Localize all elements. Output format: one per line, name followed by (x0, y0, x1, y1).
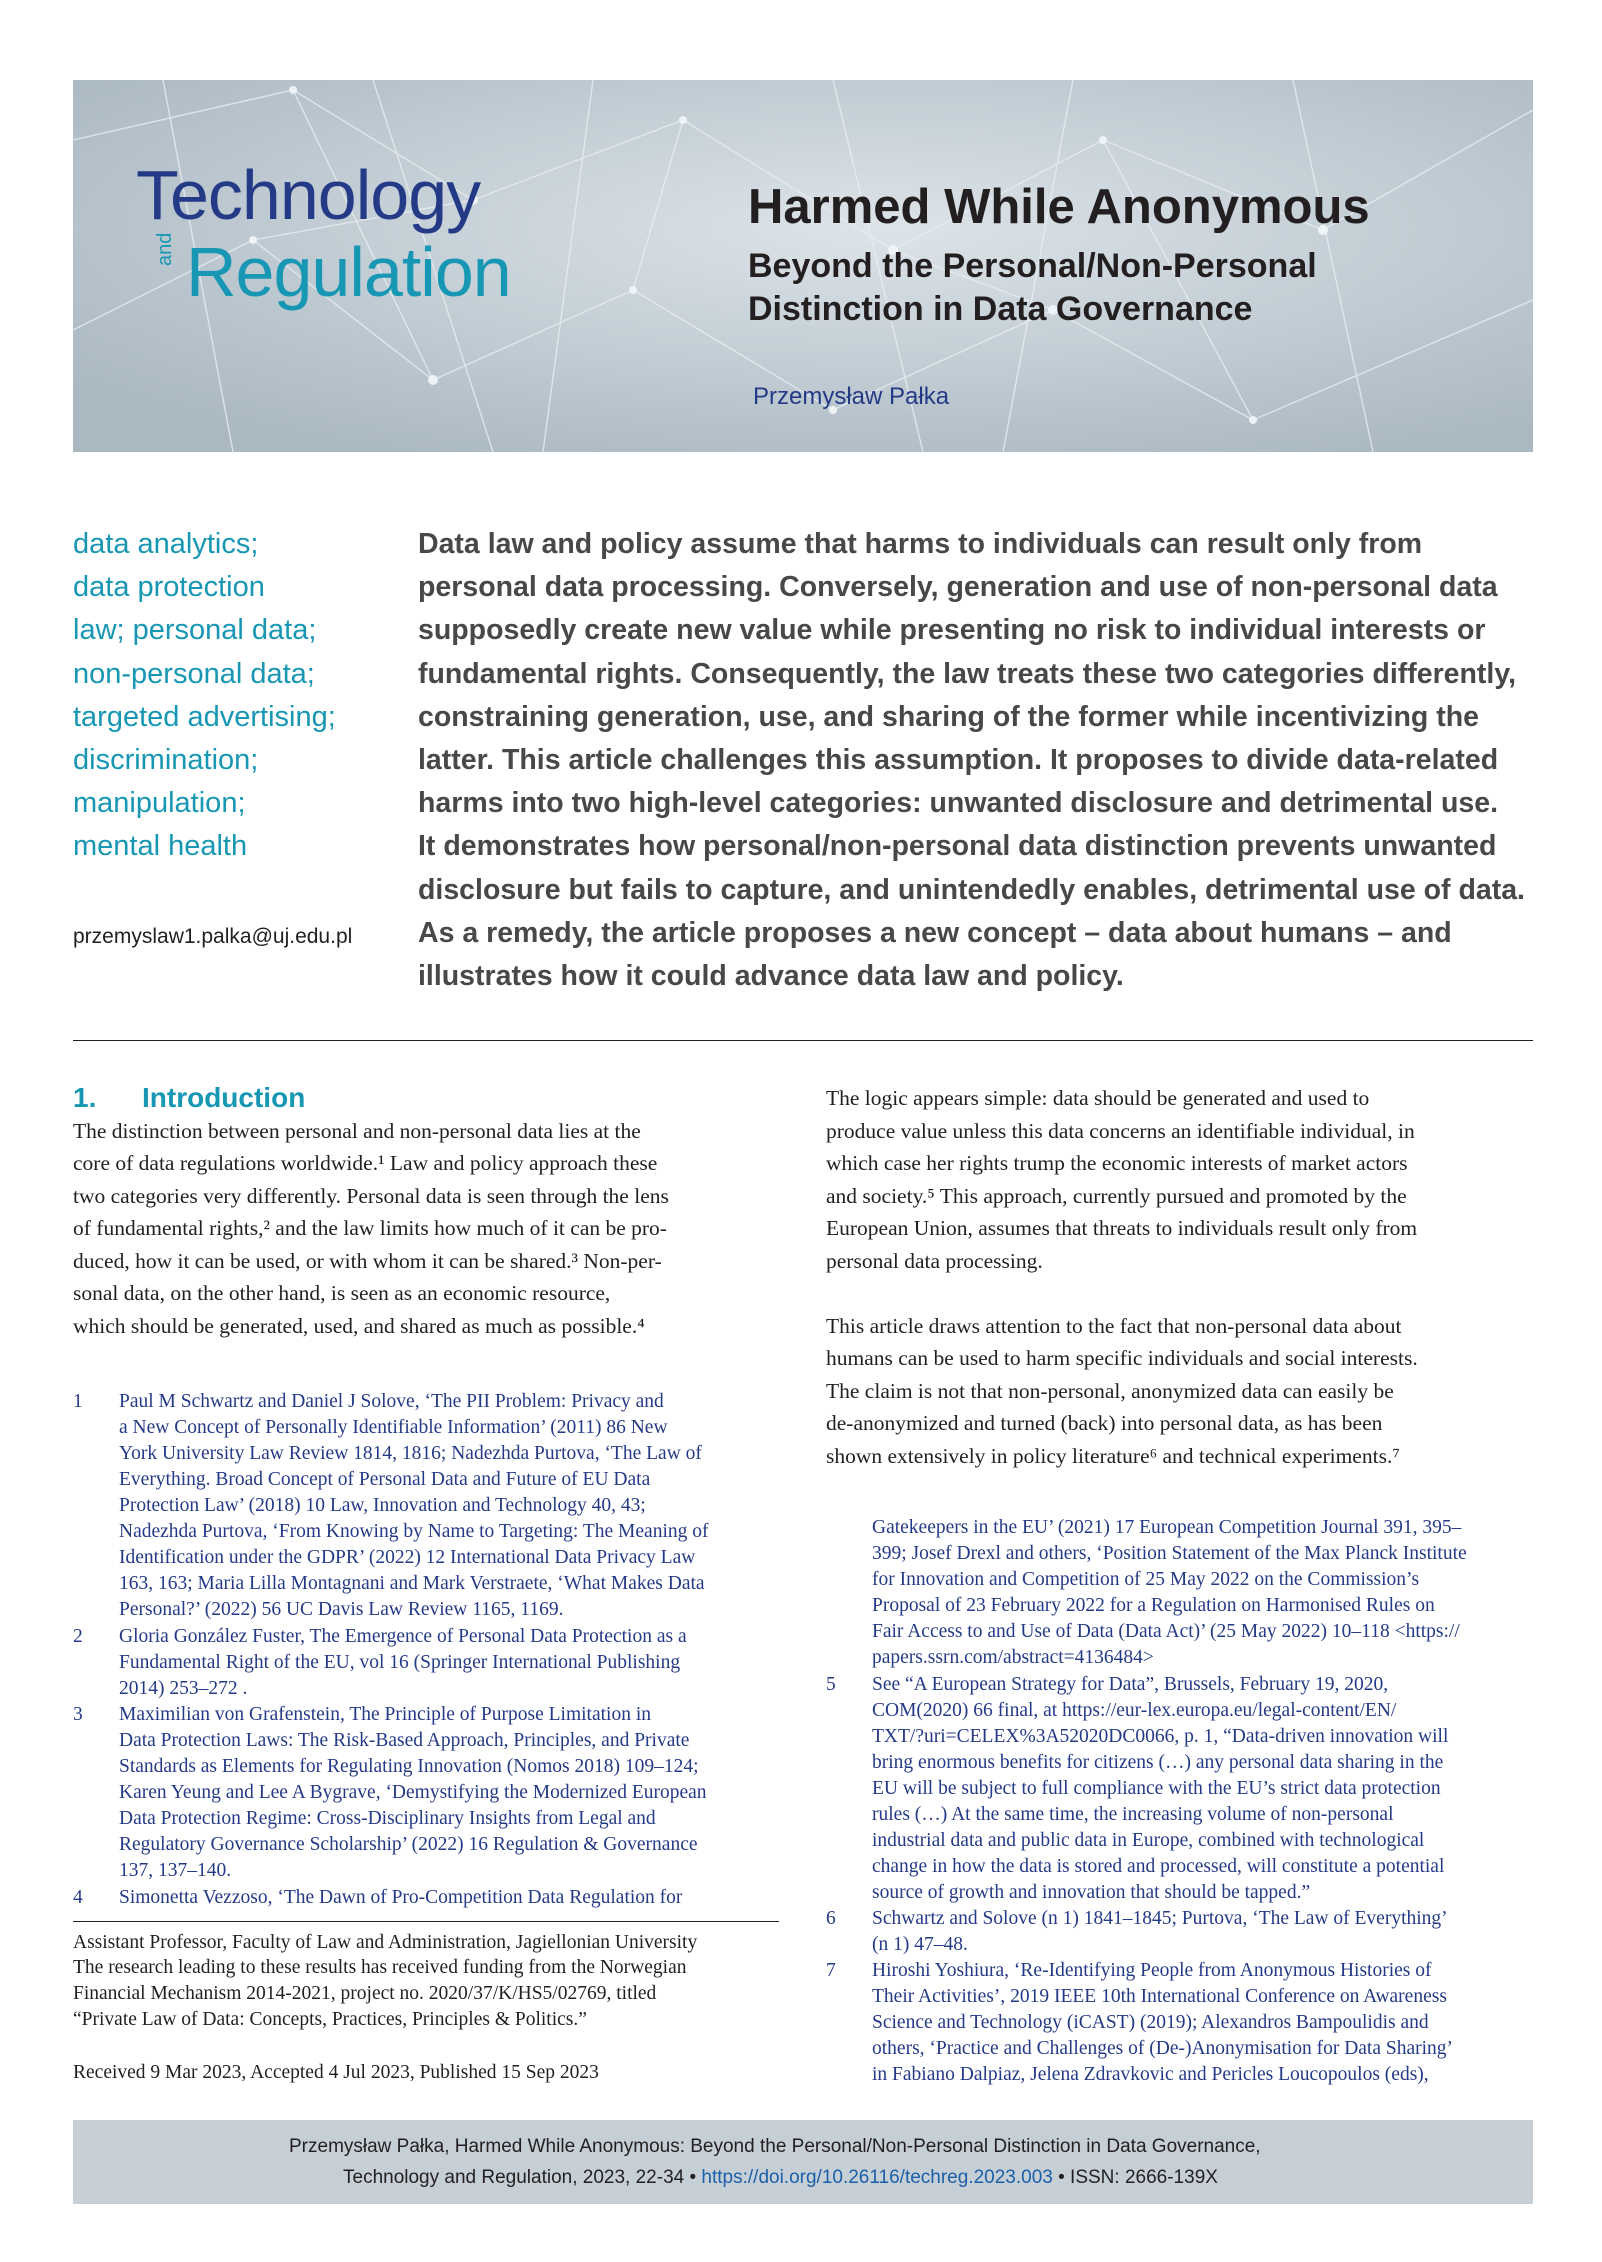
abstract-line: latter. This article challenges this assumption. It proposes to divide data-related (418, 744, 1499, 776)
footnote-line: Identification under the GDPR’ (2022) 12 International Data Privacy Law (119, 1547, 696, 1568)
body-text-line: de-anonymized and turned (back) into personal data, as has been (826, 1411, 1383, 1435)
footnote-number: 2 (73, 1626, 83, 1647)
journal-logo-and: and (154, 232, 176, 266)
affiliation-line: The research leading to these results has received funding from the Norwegian (73, 1957, 687, 1978)
citation-line: Przemysław Pałka, Harmed While Anonymous: Beyond the Personal/Non-Personal Distinction in Data Governance, (289, 2136, 1261, 2157)
footnote-line: See “A European Strategy for Data”, Brussels, February 19, 2020, (872, 1674, 1389, 1695)
abstract-line: It demonstrates how personal/non-personal data distinction prevents unwanted (418, 830, 1497, 862)
keyword: non-personal data; (73, 658, 315, 690)
footnote-line: Standards as Elements for Regulating Innovation (Nomos 2018) 109–124; (119, 1756, 699, 1777)
footnote-line: Karen Yeung and Lee A Bygrave, ‘Demystifying the Modernized European (119, 1782, 707, 1803)
article-title: Harmed While Anonymous (748, 180, 1370, 234)
footnote-line: Personal?’ (2022) 56 UC Davis Law Review 1165, 1169. (119, 1599, 564, 1620)
body-text-line: two categories very differently. Personal data is seen through the lens (73, 1184, 669, 1208)
journal-logo-technology: Technology (136, 156, 481, 234)
footnote-line: Gloria González Fuster, The Emergence of Personal Data Protection as a (119, 1626, 687, 1647)
abstract-line: supposedly create new value while presenting no risk to individual interests or (418, 614, 1486, 646)
body-text-line: personal data processing. (826, 1249, 1043, 1273)
citation-issn: • ISSN: 2666-139X (1058, 2167, 1218, 2188)
footnote-line: Regulatory Governance Scholarship’ (2022) 16 Regulation & Governance (119, 1834, 698, 1855)
abstract-line: disclosure but fails to capture, and unintendedly enables, detrimental use of data. (418, 874, 1525, 906)
affiliation-line: “Private Law of Data: Concepts, Practices, Principles & Politics.” (73, 2009, 587, 2030)
body-text-line: humans can be used to harm specific individuals and social interests. (826, 1346, 1418, 1370)
footnote-line: Nadezhda Purtova, ‘From Knowing by Name to Targeting: The Meaning of (119, 1521, 709, 1542)
footnote-line: Science and Technology (iCAST) (2019); Alexandros Bampoulidis and (872, 2012, 1429, 2033)
footnote-line: Paul M Schwartz and Daniel J Solove, ‘The PII Problem: Privacy and (119, 1391, 664, 1412)
affiliation-line: Financial Mechanism 2014-2021, project no. 2020/37/K/HS5/02769, titled (73, 1983, 657, 2004)
footnote-line: source of growth and innovation that should be tapped.” (872, 1882, 1311, 1903)
affiliation-divider (73, 1921, 779, 1922)
body-text-line: European Union, assumes that threats to individuals result only from (826, 1216, 1418, 1240)
footnote-line: Their Activities’, 2019 IEEE 10th International Conference on Awareness (872, 1986, 1447, 2007)
footnote-line: Proposal of 23 February 2022 for a Regulation on Harmonised Rules on (872, 1595, 1435, 1616)
footnote-line: in Fabiano Dalpiaz, Jelena Zdravkovic and Pericles Loucopoulos (eds), (872, 2064, 1429, 2085)
affiliation-line: Assistant Professor, Faculty of Law and Administration, Jagiellonian University (73, 1932, 698, 1953)
footnote-line: 137, 137–140. (119, 1860, 232, 1881)
body-text-line: The claim is not that non-personal, anonymized data can easily be (826, 1379, 1394, 1403)
footnote-line: rules (…) At the same time, the increasing volume of non-personal (872, 1804, 1394, 1825)
keyword: discrimination; (73, 744, 259, 776)
abstract-line: fundamental rights. Consequently, the law treats these two categories differently, (418, 658, 1516, 690)
body-text-line: which case her rights trump the economic interests of market actors (826, 1151, 1408, 1175)
footnote-line: Data Protection Regime: Cross-Disciplinary Insights from Legal and (119, 1808, 656, 1829)
footnote-link[interactable]: TXT/?uri=CELEX%3A52020DC0066, p. 1, “Data-driven innovation will (872, 1726, 1449, 1747)
footnote-number: 1 (73, 1391, 83, 1412)
keyword: law; personal data; (73, 614, 317, 646)
footnote-line: Simonetta Vezzoso, ‘The Dawn of Pro-Competition Data Regulation for (119, 1887, 683, 1908)
body-text-line: of fundamental rights,² and the law limits how much of it can be pro- (73, 1216, 667, 1240)
footnote-line: Fair Access to and Use of Data (Data Act)’ (25 May 2022) 10–118 <https:// (872, 1621, 1460, 1642)
footnote-line: 163, 163; Maria Lilla Montagnani and Mark Verstraete, ‘What Makes Data (119, 1573, 705, 1594)
abstract-line: Data law and policy assume that harms to individuals can result only from (418, 528, 1423, 560)
citation-line (343, 2168, 1218, 2187)
footnote-line: 399; Josef Drexl and others, ‘Position Statement of the Max Planck Institute (872, 1543, 1467, 1564)
body-text-line: This article draws attention to the fact that non-personal data about (826, 1314, 1402, 1338)
keyword: data analytics; (73, 528, 259, 560)
footnote-line: EU will be subject to full compliance with the EU’s strict data protection (872, 1778, 1441, 1799)
body-text-line: produce value unless this data concerns an identifiable individual, in (826, 1119, 1415, 1143)
keyword: mental health (73, 830, 248, 862)
doi-link[interactable]: https://doi.org/10.26116/techreg.2023.003 (701, 2167, 1053, 2188)
body-text-line: and society.⁵ This approach, currently pursued and promoted by the (826, 1184, 1407, 1208)
section-title: Introduction (142, 1082, 306, 1113)
section-divider (73, 1040, 1533, 1041)
footnote-number: 4 (73, 1887, 83, 1908)
article-author: Przemysław Pałka (753, 383, 950, 410)
footnote-number: 6 (826, 1908, 836, 1929)
footnote-link[interactable]: papers.ssrn.com/abstract=4136484> (872, 1647, 1154, 1668)
body-text-line: shown extensively in policy literature⁶ and technical experiments.⁷ (826, 1444, 1400, 1468)
body-text-line: core of data regulations worldwide.¹ Law and policy approach these (73, 1151, 658, 1175)
footnote-line: for Innovation and Competition of 25 May 2022 on the Commission’s (872, 1569, 1420, 1590)
body-text-line: sonal data, on the other hand, is seen as an economic resource, (73, 1281, 611, 1305)
keyword: data protection (73, 571, 265, 603)
body-text-line: which should be generated, used, and shared as much as possible.⁴ (73, 1314, 645, 1338)
abstract-line: As a remedy, the article proposes a new concept – data about humans – and (418, 917, 1452, 949)
footnote-line: Hiroshi Yoshiura, ‘Re-Identifying People from Anonymous Histories of (872, 1960, 1432, 1981)
journal-logo-regulation: Regulation (186, 233, 511, 311)
keyword: targeted advertising; (73, 701, 336, 733)
footnote-line: York University Law Review 1814, 1816; Nadezhda Purtova, ‘The Law of (119, 1443, 702, 1464)
footnote-number: 3 (73, 1704, 83, 1725)
footnote-line: Schwartz and Solove (n 1) 1841–1845; Purtova, ‘The Law of Everything’ (872, 1908, 1448, 1929)
keyword: manipulation; (73, 787, 246, 819)
citation-footer (73, 2120, 1533, 2204)
footnote-line: others, ‘Practice and Challenges of (De-)Anonymisation for Data Sharing’ (872, 2038, 1454, 2059)
footnote-number: 5 (826, 1674, 836, 1695)
footnote-line: bring enormous benefits for citizens (…) any personal data sharing in the (872, 1752, 1444, 1773)
footnote-link[interactable]: COM(2020) 66 final, at https://eur-lex.europa.eu/legal-content/EN/ (872, 1700, 1397, 1721)
abstract-line: personal data processing. Conversely, generation and use of non-personal data (418, 571, 1498, 603)
footnote-line: Gatekeepers in the EU’ (2021) 17 European Competition Journal 391, 395– (872, 1517, 1462, 1538)
footnote-line: (n 1) 47–48. (872, 1934, 968, 1955)
footnote-line: Protection Law’ (2018) 10 Law, Innovation and Technology 40, 43; (119, 1495, 646, 1516)
footnote-number: 7 (826, 1960, 836, 1981)
footnote-line: a New Concept of Personally Identifiable Information’ (2011) 86 New (119, 1417, 668, 1438)
footnote-line: change in how the data is stored and processed, will constitute a potential (872, 1856, 1445, 1877)
footnote-line: Data Protection Laws: The Risk-Based Approach, Principles, and Private (119, 1730, 690, 1751)
author-email[interactable]: przemyslaw1.palka@uj.edu.pl (73, 925, 353, 948)
section-number: 1. (73, 1082, 97, 1113)
article-subtitle-line: Distinction in Data Governance (748, 290, 1253, 328)
abstract-line: illustrates how it could advance data law and policy. (418, 960, 1124, 992)
received-dates: Received 9 Mar 2023, Accepted 4 Jul 2023, Published 15 Sep 2023 (73, 2062, 599, 2083)
footnote-line: Fundamental Right of the EU, vol 16 (Springer International Publishing (119, 1652, 681, 1673)
body-text-line: The logic appears simple: data should be generated and used to (826, 1086, 1370, 1110)
footnote-line: industrial data and public data in Europe, combined with technological (872, 1830, 1425, 1851)
abstract-line: constraining generation, use, and sharing of the former while incentivizing the (418, 701, 1479, 733)
citation-journal-info: Technology and Regulation, 2023, 22-34 • (343, 2167, 697, 2188)
article-subtitle-line: Beyond the Personal/Non-Personal (748, 247, 1317, 285)
body-text-line: The distinction between personal and non-personal data lies at the (73, 1119, 641, 1143)
abstract-line: harms into two high-level categories: unwanted disclosure and detrimental use. (418, 787, 1499, 819)
body-text-line: duced, how it can be used, or with whom it can be shared.³ Non-per- (73, 1249, 662, 1273)
footnote-line: Everything. Broad Concept of Personal Data and Future of EU Data (119, 1469, 651, 1490)
footnote-line: Maximilian von Grafenstein, The Principle of Purpose Limitation in (119, 1704, 652, 1725)
footnote-line: 2014) 253–272 . (119, 1678, 248, 1699)
